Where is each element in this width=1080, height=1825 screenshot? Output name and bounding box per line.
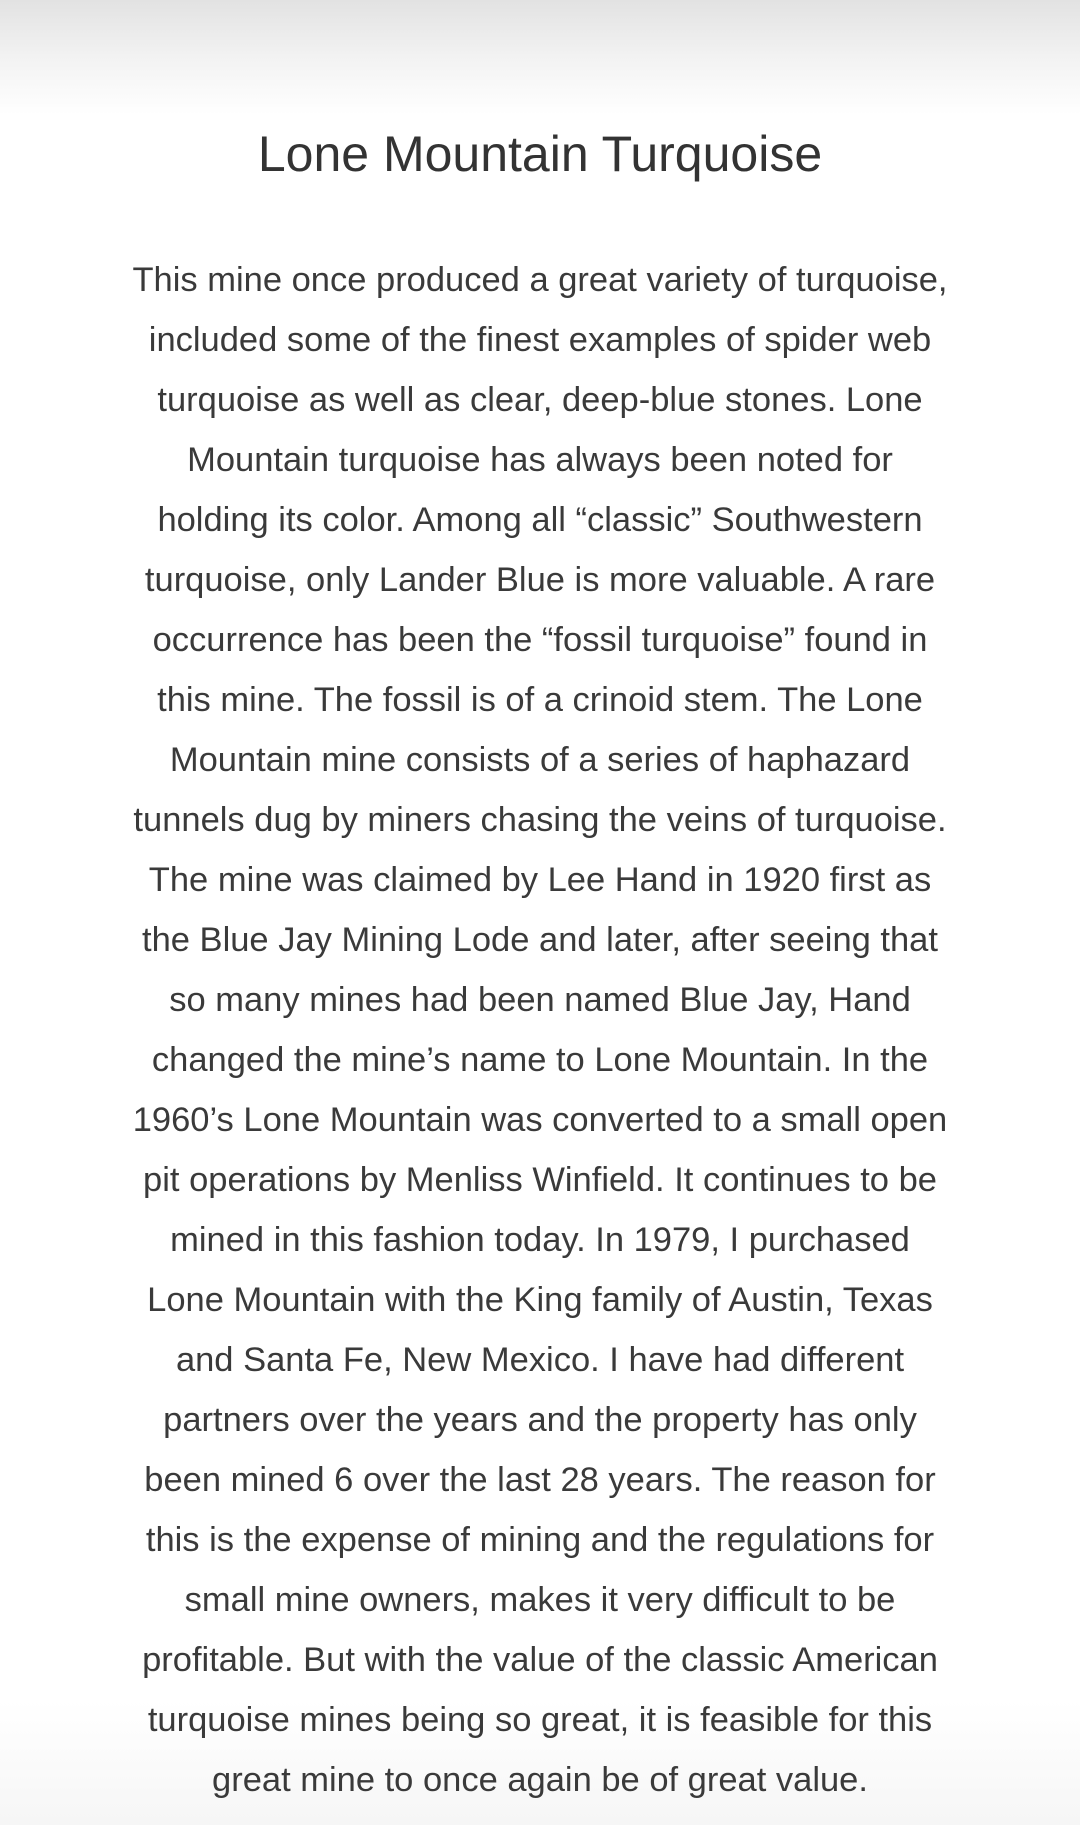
body-line: small mine owners, makes it very difficult to be (184, 1581, 896, 1619)
article-body (90, 250, 990, 1810)
body-line: this mine. The fossil is of a crinoid stem. The Lone (157, 681, 923, 719)
body-line: the Blue Jay Mining Lode and later, after seeing that (142, 921, 938, 959)
body-line: holding its color. Among all “classic” Southwestern (157, 501, 923, 539)
body-line: 1960’s Lone Mountain was converted to a small open (132, 1101, 948, 1139)
body-line: turquoise mines being so great, it is feasible for this (147, 1701, 933, 1739)
body-line: been mined 6 over the last 28 years. The reason for (144, 1461, 936, 1499)
body-line: so many mines had been named Blue Jay, Hand (169, 981, 911, 1019)
body-line: occurrence has been the “fossil turquoise” found in (152, 621, 928, 659)
body-line: Lone Mountain with the King family of Austin, Texas (147, 1281, 933, 1319)
body-line: this is the expense of mining and the regulations for (145, 1521, 935, 1559)
body-line: and Santa Fe, New Mexico. I have had different (175, 1341, 905, 1379)
body-line: pit operations by Menliss Winfield. It continues to be (143, 1161, 937, 1199)
page-title: Lone Mountain Turquoise (257, 126, 823, 182)
body-line: mined in this fashion today. In 1979, I purchased (170, 1221, 910, 1259)
body-line: The mine was claimed by Lee Hand in 1920 first as (148, 861, 932, 899)
body-line: included some of the finest examples of spider web (148, 321, 932, 359)
body-line: turquoise, only Lander Blue is more valuable. A rare (144, 561, 936, 599)
body-line: turquoise as well as clear, deep-blue stones. Lone (157, 381, 923, 419)
body-line: great mine to once again be of great value. (212, 1761, 868, 1799)
body-line: tunnels dug by miners chasing the veins of turquoise. (133, 801, 947, 839)
body-line: Mountain turquoise has always been noted for (187, 441, 893, 479)
body-line: profitable. But with the value of the classic American (142, 1641, 938, 1679)
body-line: partners over the years and the property has only (163, 1401, 917, 1439)
body-line: changed the mine’s name to Lone Mountain. In the (151, 1041, 929, 1079)
body-line: Mountain mine consists of a series of haphazard (169, 741, 911, 779)
body-line: This mine once produced a great variety of turquoise, (132, 261, 948, 299)
